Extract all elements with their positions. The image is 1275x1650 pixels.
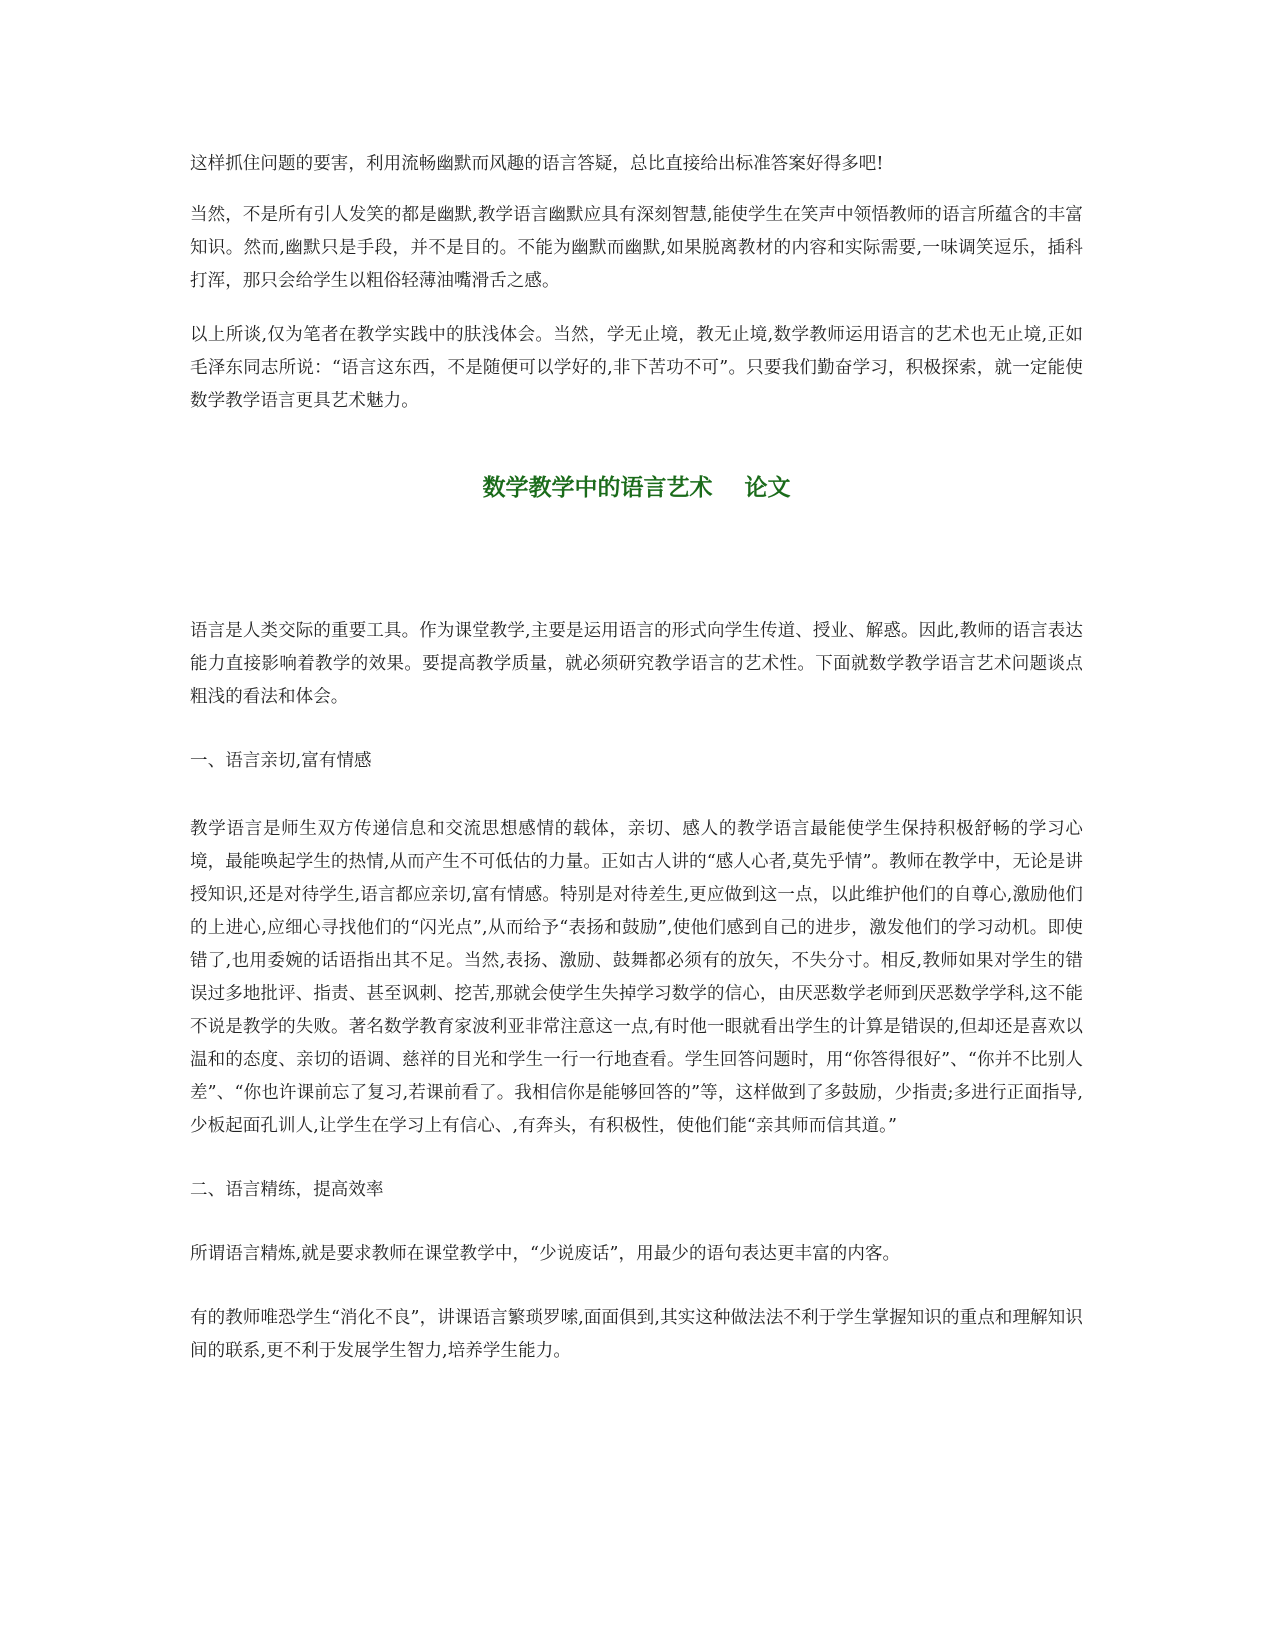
article-title: 数学教学中的语言艺术 论文 xyxy=(482,475,791,501)
document-body xyxy=(190,148,1083,1368)
section-heading-2: 二、语言精练，提高效率 xyxy=(190,1180,384,1200)
section-heading-1: 一、语言亲切,富有情感 xyxy=(190,751,372,771)
paragraph-intro: 语言是人类交际的重要工具。作为课堂教学,主要是运用语言的形式向学生传道、授业、解惑。因此,教师的语言表达能力直接影响着教学的效果。要提高教学质量，就必须研究教学语言的艺术性。下面就数学教学语言艺术问题谈点粗浅的看法和体会。 xyxy=(190,621,1083,707)
paragraph-conclusion: 以上所谈,仅为笔者在教学实践中的肤浅体会。当然，学无止境，教无止境,数学教师运用语言的艺术也无止境,正如毛泽东同志所说：“语言这东西，不是随便可以学好的,非下苦功不可”。只要我们勤奋学习，积极探索，就一定能使数学教学语言更具艺术魅力。 xyxy=(190,325,1083,411)
paragraph-section-2-a: 所谓语言精炼,就是要求教师在课堂教学中，“少说废话”，用最少的语句表达更丰富的内客。 xyxy=(190,1244,901,1264)
paragraph-section-1: 教学语言是师生双方传递信息和交流思想感情的载体，亲切、感人的教学语言最能使学生保持积极舒畅的学习心境，最能唤起学生的热情,从而产生不可低估的力量。正如古人讲的“感人心者,莫先乎情”。教师在教学中，无论是讲授知识,还是对待学生,语言都应亲切,富有情感。特别是对待差生,更应做到这一点，以此维护他们的自尊心,激励他们的上进心,应细心寻找他们的“闪光点”,从而给予“表扬和鼓励”,使他们感到自己的进步，激发他们的学习动机。即使错了,也用委婉的话语指出其不足。当然,表扬、激励、鼓舞都必须有的放矢，不失分寸。相反,教师如果对学生的错误过多地批评、指责、甚至讽刺、挖苦,那就会使学生失掉学习数学的信心，由厌恶数学老师到厌恶数学学科,这不能不说是教学的失败。著名数学教育家波利亚非常注意这一点,有时他一眼就看出学生的计算是错误的,但却还是喜欢以温和的态度、亲切的语调、慈祥的目光和学生一行一行地查看。学生回答问题时，用“你答得很好”、“你并不比别人差”、“你也许课前忘了复习,若课前看了。我相信你是能够回答的”等，这样做到了多鼓励，少指责;多进行正面指导,少板起面孔训人,让学生在学习上有信心、,有奔头，有积极性，使他们能“亲其师而信其道。” xyxy=(190,819,1083,1136)
paragraph-section-2-b: 有的教师唯恐学生“消化不良”，讲课语言繁琐罗嗦,面面俱到,其实这种做法法不利于学生掌握知识的重点和理解知识间的联系,更不利于发展学生智力,培养学生能力。 xyxy=(190,1308,1083,1361)
paragraph-humor-caution: 当然，不是所有引人发笑的都是幽默,教学语言幽默应具有深刻智慧,能使学生在笑声中领悟教师的语言所蕴含的丰富知识。然而,幽默只是手段，并不是目的。不能为幽默而幽默,如果脱离教材的内容和实际需要,一味调笑逗乐，插科打浑，那只会给学生以粗俗轻薄油嘴滑舌之感。 xyxy=(190,205,1083,291)
paragraph-humor-answer: 这样抓住问题的要害，利用流畅幽默而风趣的语言答疑，总比直接给出标准答案好得多吧! xyxy=(190,154,884,174)
